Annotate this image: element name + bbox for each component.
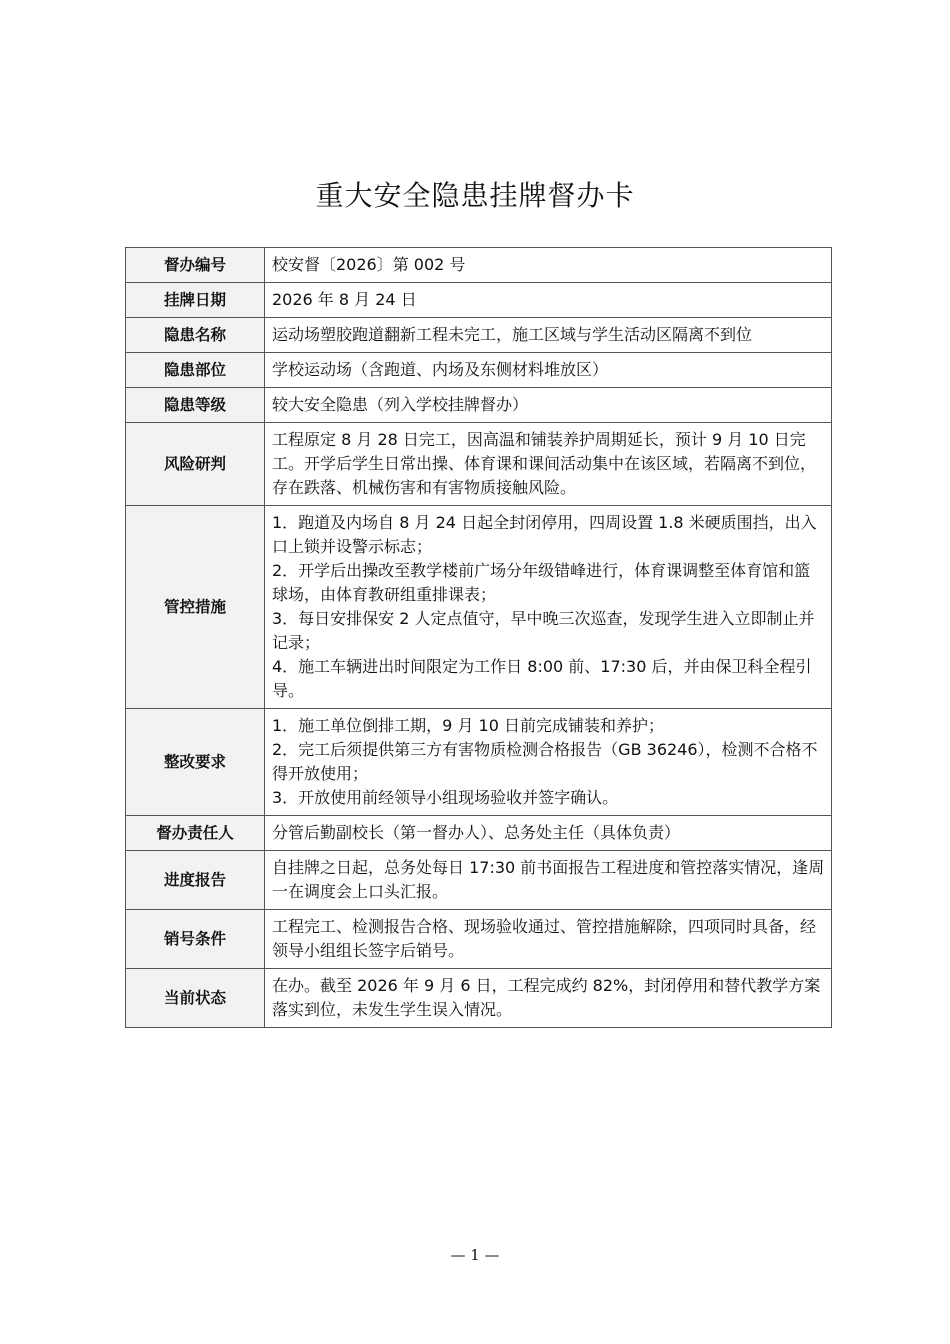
field-label: 管控措施	[126, 506, 265, 709]
field-label: 督办责任人	[126, 816, 265, 851]
field-value	[265, 353, 832, 388]
field-label: 隐患等级	[126, 388, 265, 423]
field-value	[265, 851, 832, 910]
table-row	[126, 709, 832, 816]
field-label: 风险研判	[126, 423, 265, 506]
field-value	[265, 910, 832, 969]
field-value-line: 3．每日安排保安 2 人定点值守，早中晚三次巡查，发现学生进入立即制止并记录；	[272, 609, 815, 652]
field-value-line: 分管后勤副校长（第一督办人）、总务处主任（具体负责）	[272, 823, 681, 842]
table-row	[126, 283, 832, 318]
field-value-line: 3．开放使用前经领导小组现场验收并签字确认。	[272, 788, 619, 807]
page-number: — 1 —	[450, 1246, 500, 1264]
field-value-line: 4．施工车辆进出时间限定为工作日 8:00 前、17:30 后，并由保卫科全程引导。	[272, 657, 812, 700]
field-value-line: 2026 年 8 月 24 日	[272, 290, 417, 309]
field-value-line: 2．开学后出操改至教学楼前广场分年级错峰进行，体育课调整至体育馆和篮球场，由体育教研组重排课表；	[272, 561, 811, 604]
field-label: 当前状态	[126, 969, 265, 1028]
table-row	[126, 851, 832, 910]
table-row	[126, 248, 832, 283]
field-label: 进度报告	[126, 851, 265, 910]
field-value-line: 在办。截至 2026 年 9 月 6 日，工程完成约 82%，封闭停用和替代教学方案落实到位，未发生学生误入情况。	[272, 976, 821, 1019]
supervision-card-table	[125, 247, 832, 1028]
field-value-line: 1．跑道及内场自 8 月 24 日起全封闭停用，四周设置 1.8 米硬质围挡，出入口上锁并设警示标志；	[272, 513, 817, 556]
table-row	[126, 353, 832, 388]
field-label: 整改要求	[126, 709, 265, 816]
field-label: 挂牌日期	[126, 283, 265, 318]
table-row	[126, 388, 832, 423]
table-row	[126, 816, 832, 851]
field-label: 隐患名称	[126, 318, 265, 353]
field-label: 销号条件	[126, 910, 265, 969]
field-value-line: 学校运动场（含跑道、内场及东侧材料堆放区）	[272, 360, 609, 379]
field-value	[265, 318, 832, 353]
field-value-line: 工程原定 8 月 28 日完工，因高温和铺装养护周期延长，预计 9 月 10 日完工。开学后学生日常出操、体育课和课间活动集中在该区域，若隔离不到位，存在跌落、机械伤害和有害物质接触风险。	[272, 430, 817, 497]
field-value-line: 运动场塑胶跑道翻新工程未完工，施工区域与学生活动区隔离不到位	[272, 325, 753, 344]
field-value-line: 校安督〔2026〕第 002 号	[272, 255, 466, 274]
table-row	[126, 969, 832, 1028]
field-label: 督办编号	[126, 248, 265, 283]
page-title: 重大安全隐患挂牌督办卡	[315, 179, 635, 212]
field-value-line: 2．完工后须提供第三方有害物质检测合格报告（GB 36246），检测不合格不得开放使用；	[272, 740, 818, 783]
card-body	[126, 248, 832, 1028]
field-value	[265, 283, 832, 318]
field-value	[265, 969, 832, 1028]
table-row	[126, 318, 832, 353]
field-value	[265, 248, 832, 283]
table-row	[126, 506, 832, 709]
field-value	[265, 709, 832, 816]
field-value-line: 较大安全隐患（列入学校挂牌督办）	[272, 395, 529, 414]
field-value-line: 自挂牌之日起，总务处每日 17:30 前书面报告工程进度和管控落实情况，逢周一在调度会上口头汇报。	[272, 858, 825, 901]
field-label: 隐患部位	[126, 353, 265, 388]
field-value	[265, 506, 832, 709]
field-value	[265, 388, 832, 423]
table-row	[126, 423, 832, 506]
field-value-line: 工程完工、检测报告合格、现场验收通过、管控措施解除，四项同时具备，经领导小组组长签字后销号。	[272, 917, 817, 960]
field-value	[265, 816, 832, 851]
table-row	[126, 910, 832, 969]
field-value-line: 1．施工单位倒排工期，9 月 10 日前完成铺装和养护；	[272, 716, 664, 735]
field-value	[265, 423, 832, 506]
